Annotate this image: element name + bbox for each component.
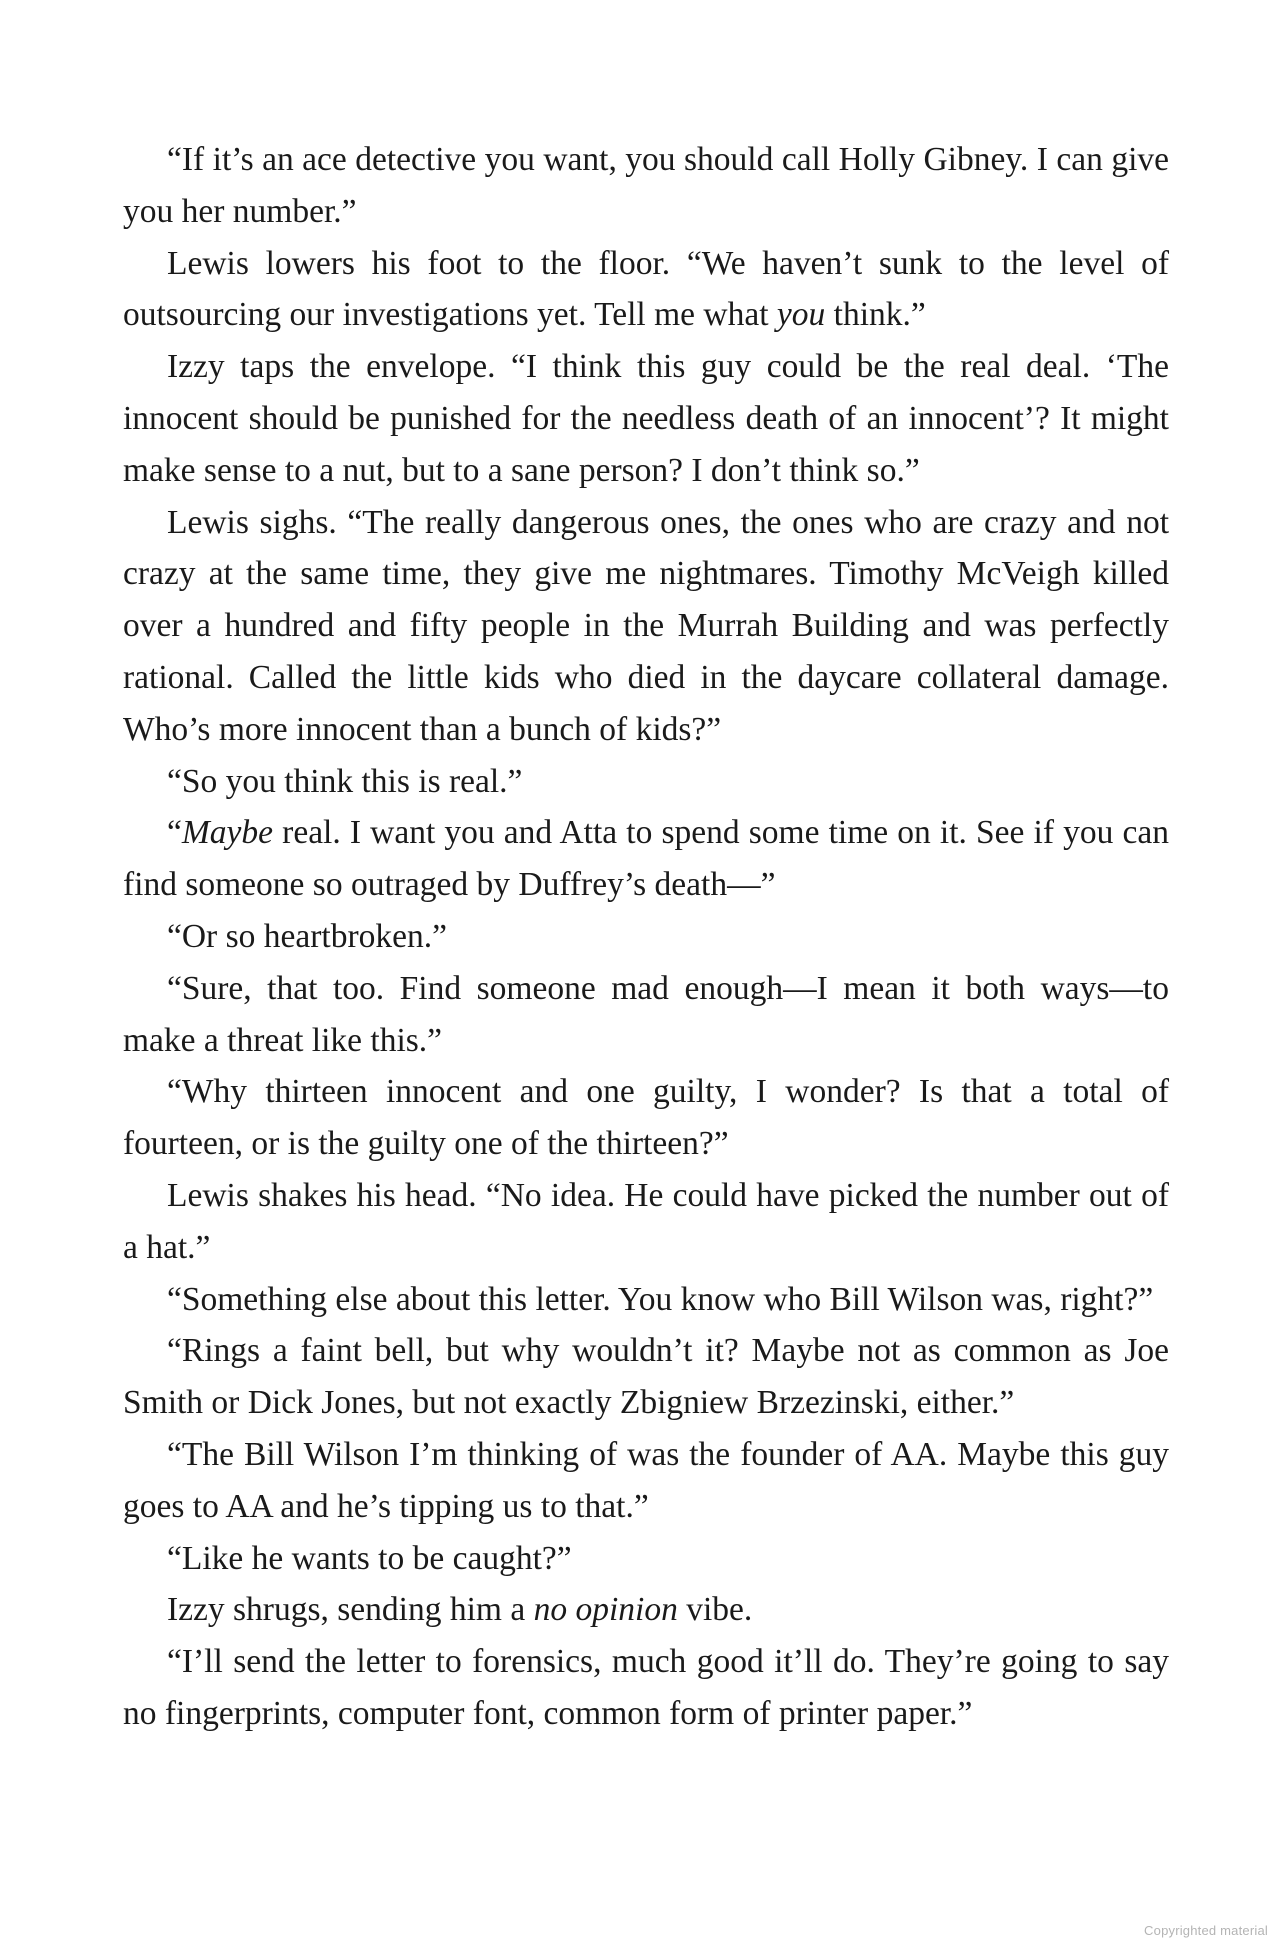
copyright-watermark: Copyrighted material	[1144, 1923, 1268, 1938]
paragraph	[123, 341, 1169, 496]
text-run: “Like he wants to be caught?”	[167, 1539, 572, 1577]
text-run: “	[167, 814, 182, 852]
paragraph	[123, 1533, 1169, 1585]
italic-text: no opinion	[533, 1591, 678, 1629]
text-run: real. I want you and Atta to spend some time on it. See if you can find someone so outraged by Duffrey’s death—”	[123, 814, 1169, 904]
text-run: “I’ll send the letter to forensics, much good it’ll do. They’re going to say no fingerprints, computer font, common form of printer paper.”	[123, 1643, 1169, 1732]
paragraph	[123, 1325, 1169, 1429]
paragraph	[123, 1429, 1169, 1533]
text-run: “Rings a faint bell, but why wouldn’t it? Maybe not as common as Joe Smith or Dick Jones, but not exactly Zbigniew Brzezinski, either.”	[123, 1332, 1169, 1422]
text-run: “Something else about this letter. You know who Bill Wilson was, right?”	[167, 1280, 1154, 1318]
paragraph	[123, 497, 1169, 756]
text-run: “The Bill Wilson I’m thinking of was the founder of AA. Maybe this guy goes to AA and he’s tipping us to that.”	[123, 1435, 1169, 1525]
paragraph	[123, 807, 1169, 911]
text-run: think.”	[825, 296, 926, 334]
text-run: “Or so heartbroken.”	[167, 917, 447, 955]
book-page-body	[123, 134, 1169, 1740]
text-run: vibe.	[677, 1591, 753, 1629]
text-run: Lewis lowers his foot to the floor. “We haven’t sunk to the level of outsourcing our investigations yet. Tell me what	[123, 244, 1169, 334]
text-run: “Sure, that too. Find someone mad enough—I mean it both ways—to make a threat like this.”	[123, 969, 1169, 1059]
paragraph	[123, 963, 1169, 1067]
paragraph	[123, 1170, 1169, 1274]
text-run: Lewis shakes his head. “No idea. He could have picked the number out of a hat.”	[123, 1176, 1169, 1266]
text-run: “If it’s an ace detective you want, you should call Holly Gibney. I can give you her number.”	[123, 141, 1169, 230]
text-run: Lewis sighs. “The really dangerous ones, the ones who are crazy and not crazy at the same time, they give me nightmares. Timothy McVeigh killed over a hundred and fifty people in the Murrah Building and was perfectly rational. Called the little kids who died in the daycare collateral damage. Who’s more innocent than a bunch of kids?”	[123, 503, 1169, 748]
paragraph	[123, 911, 1169, 963]
paragraph	[123, 134, 1169, 238]
text-run: “Why thirteen innocent and one guilty, I wonder? Is that a total of fourteen, or is the guilty one of the thirteen?”	[123, 1073, 1169, 1163]
paragraph	[123, 1274, 1169, 1326]
paragraph	[123, 1584, 1169, 1636]
italic-text: you	[776, 296, 826, 334]
text-run: Izzy shrugs, sending him a	[167, 1591, 534, 1629]
paragraph	[123, 1636, 1169, 1740]
paragraph	[123, 756, 1169, 808]
text-run: Izzy taps the envelope. “I think this guy could be the real deal. ‘The innocent should be punished for the needless death of an innocent’? It might make sense to a nut, but to a sane person? I don’t think so.”	[123, 348, 1169, 489]
text-run: “So you think this is real.”	[167, 762, 523, 800]
paragraph	[123, 238, 1169, 342]
italic-text: Maybe	[181, 814, 274, 852]
paragraph	[123, 1066, 1169, 1170]
